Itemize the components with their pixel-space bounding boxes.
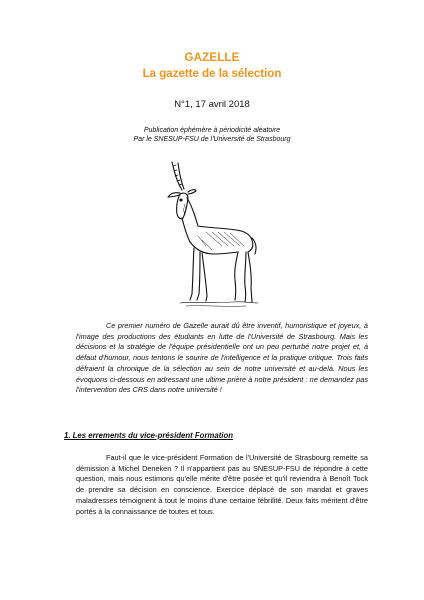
gazelle-drawing-icon [162,160,262,310]
gazette-title: GAZELLE [184,52,240,64]
section-heading: 1. Les errements du vice-président Formation [64,431,233,440]
publication-note: Publication éphémère à périodicité aléatoire [143,127,281,134]
intro-paragraph: Ce premier numéro de Gazelle aurait dû être inventif, humoristique et joyeux, à l'image des productions des étudiants en lutte de l'Université de Strasbourg. Mais les décisions et la stratégie de l'équipe présidentielle ont un peu perturbé notre projet et, à défaut d'humour, nous tentons le sourire de l'intelligence et la pratique critique. Trois faits défraient la chronique de la sélection au sein de notre université et au-delà. Nous les évoquons ci-dessous en adressant une ultime prière à notre président : ne demandez pas l'intervention des CRS dans notre université ! [76,321,368,395]
gazette-subtitle: La gazette de la sélection [142,68,282,80]
publisher-note: Par le SNESUP-FSU de l'Université de Strasbourg [133,136,291,143]
issue-number-date: N°1, 17 avril 2018 [174,99,250,110]
section-body-paragraph: Faut-il que le vice-président Formation de l'Université de Strasbourg remette sa démission à Michel Deneken ? Il n'appartient pas au SNESUP-FSU de répondre à cette question, mais nous estimons qu'elle mérite d'être posée et qu'il reviendra à Benoît Tock de prendre sa décision en conscience. Exercice déplacé de son mandat et graves maladresses témoignent à tout le moins d'une certaine fébrilité. Deux faits méritent d'être portés à la connaissance de toutes et tous. [76,453,368,516]
